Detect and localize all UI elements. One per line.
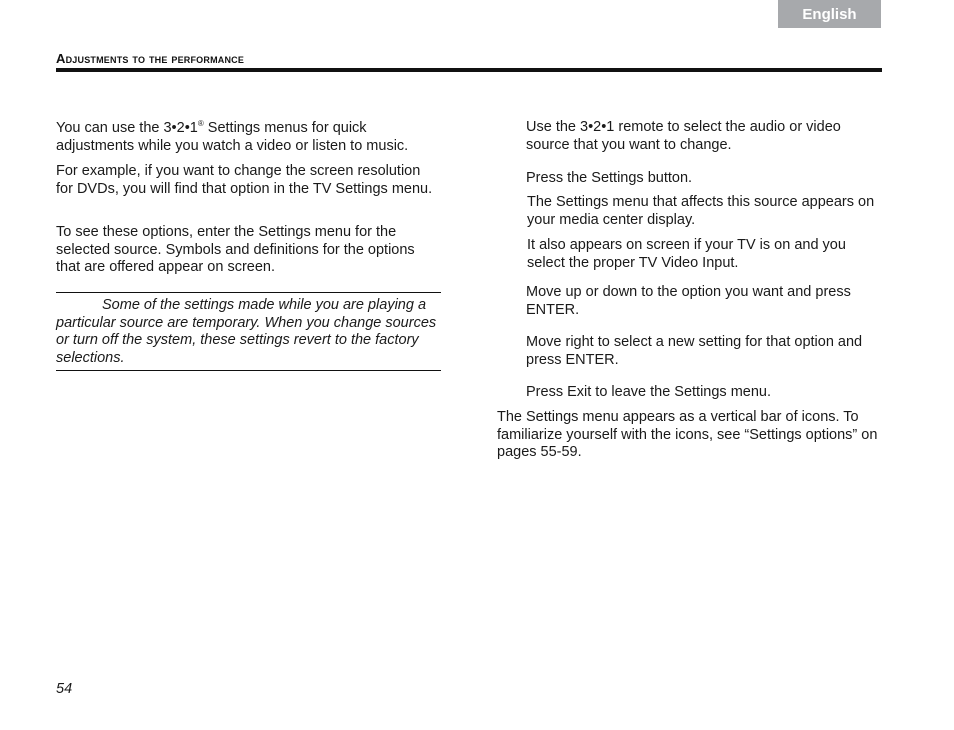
- step-1: Use the 3•2•1 remote to select the audio or video source that you want to change.: [526, 119, 841, 153]
- step-2: Press the Settings button.: [526, 170, 693, 186]
- step-2-detail-2: It also appears on screen if your TV is on and you select the proper TV Video Input.: [527, 237, 846, 271]
- step-5: Press Exit to leave the Settings menu.: [526, 384, 772, 400]
- note-top-rule: [56, 292, 441, 293]
- intro-paragraph: [56, 120, 440, 155]
- note-text: Some of the settings made while you are playing a particular source are temporary. When you change sources or turn off the system, these settings revert to the factory selections.: [56, 297, 437, 366]
- registered-mark: ®: [197, 119, 204, 128]
- page-number: 54: [56, 681, 73, 697]
- note-paragraph: [56, 297, 441, 367]
- options-paragraph: To see these options, enter the Settings menu for the selected source. Symbols and definitions for the options that are offered appear on screen.: [56, 224, 415, 275]
- step-2-detail-1: The Settings menu that affects this source appears on your media center display.: [527, 194, 875, 228]
- intro-text-end: Settings menus for quick adjustments while you watch a video or listen to music.: [56, 120, 409, 154]
- language-tab[interactable]: English: [778, 0, 881, 28]
- step-3: Move up or down to the option you want and press ENTER.: [526, 284, 851, 318]
- summary-paragraph: The Settings menu appears as a vertical bar of icons. To familiarize yourself with the icons, see “Settings options” on pages 55-59.: [497, 409, 878, 460]
- header-rule: [56, 68, 882, 72]
- intro-text-start: You can use the 3•2•1: [56, 120, 198, 136]
- step-4: Move right to select a new setting for that option and press ENTER.: [526, 334, 863, 368]
- section-title: Adjustments to the performance: [56, 51, 245, 66]
- note-bottom-rule: [56, 370, 441, 371]
- example-paragraph: For example, if you want to change the screen resolution for DVDs, you will find that option in the TV Settings menu.: [56, 163, 433, 197]
